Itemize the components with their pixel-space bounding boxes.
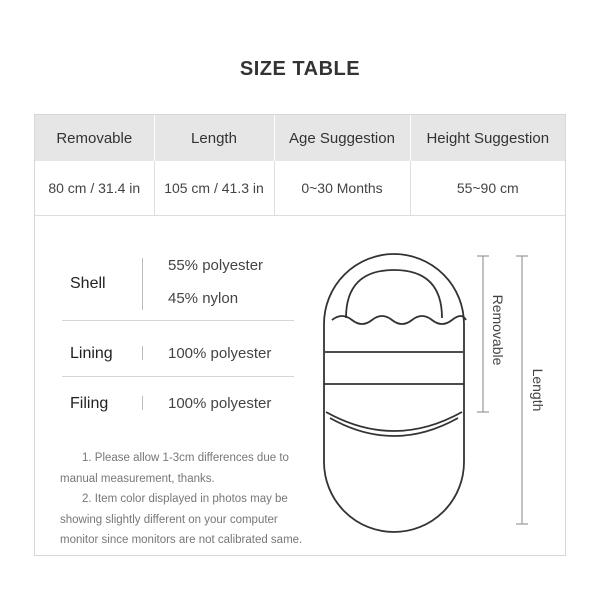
wavy-edge-icon [332, 316, 466, 324]
note-line: 2. Item color displayed in photos may be [82, 493, 288, 505]
removable-label: Removable [490, 294, 506, 366]
material-value-shell-2: 45% nylon [168, 290, 239, 307]
page-title: SIZE TABLE [239, 58, 361, 80]
material-label-shell: Shell [70, 275, 106, 292]
divider [142, 396, 143, 410]
header-age-suggestion: Age Suggestion [274, 115, 410, 161]
material-label-lining: Lining [70, 345, 113, 362]
note-line: 1. Please allow 1-3cm differences due to [82, 452, 289, 464]
header-removable: Removable [35, 115, 154, 161]
seam-icon [330, 418, 458, 436]
divider [142, 258, 143, 310]
bag-outline-icon [324, 254, 464, 532]
seam-icon [326, 412, 462, 431]
note-line: monitor since monitors are not calibrated same. [60, 534, 303, 546]
divider [62, 320, 294, 321]
material-label-filing: Filing [70, 395, 109, 412]
material-value-shell-1: 55% polyester [168, 257, 264, 274]
handle-icon [346, 270, 442, 318]
cell-length: 105 cm / 41.3 in [154, 161, 274, 216]
note-line: showing slightly different on your computer [60, 513, 278, 526]
material-value-lining: 100% polyester [168, 345, 272, 362]
cell-age: 0~30 Months [274, 161, 410, 216]
material-value-filing: 100% polyester [168, 395, 272, 412]
cell-removable: 80 cm / 31.4 in [35, 161, 154, 216]
table-row [35, 161, 565, 216]
cell-height: 55~90 cm [410, 161, 565, 216]
divider [142, 346, 143, 360]
header-height-suggestion: Height Suggestion [410, 115, 565, 161]
sleeping-bag-diagram [300, 240, 570, 540]
header-length: Length [154, 115, 274, 161]
size-table [35, 115, 565, 216]
table-header-row [35, 115, 565, 161]
length-label: Length [530, 368, 546, 412]
divider [62, 376, 294, 377]
note-line: manual measurement, thanks. [60, 472, 215, 485]
notes [60, 448, 312, 551]
